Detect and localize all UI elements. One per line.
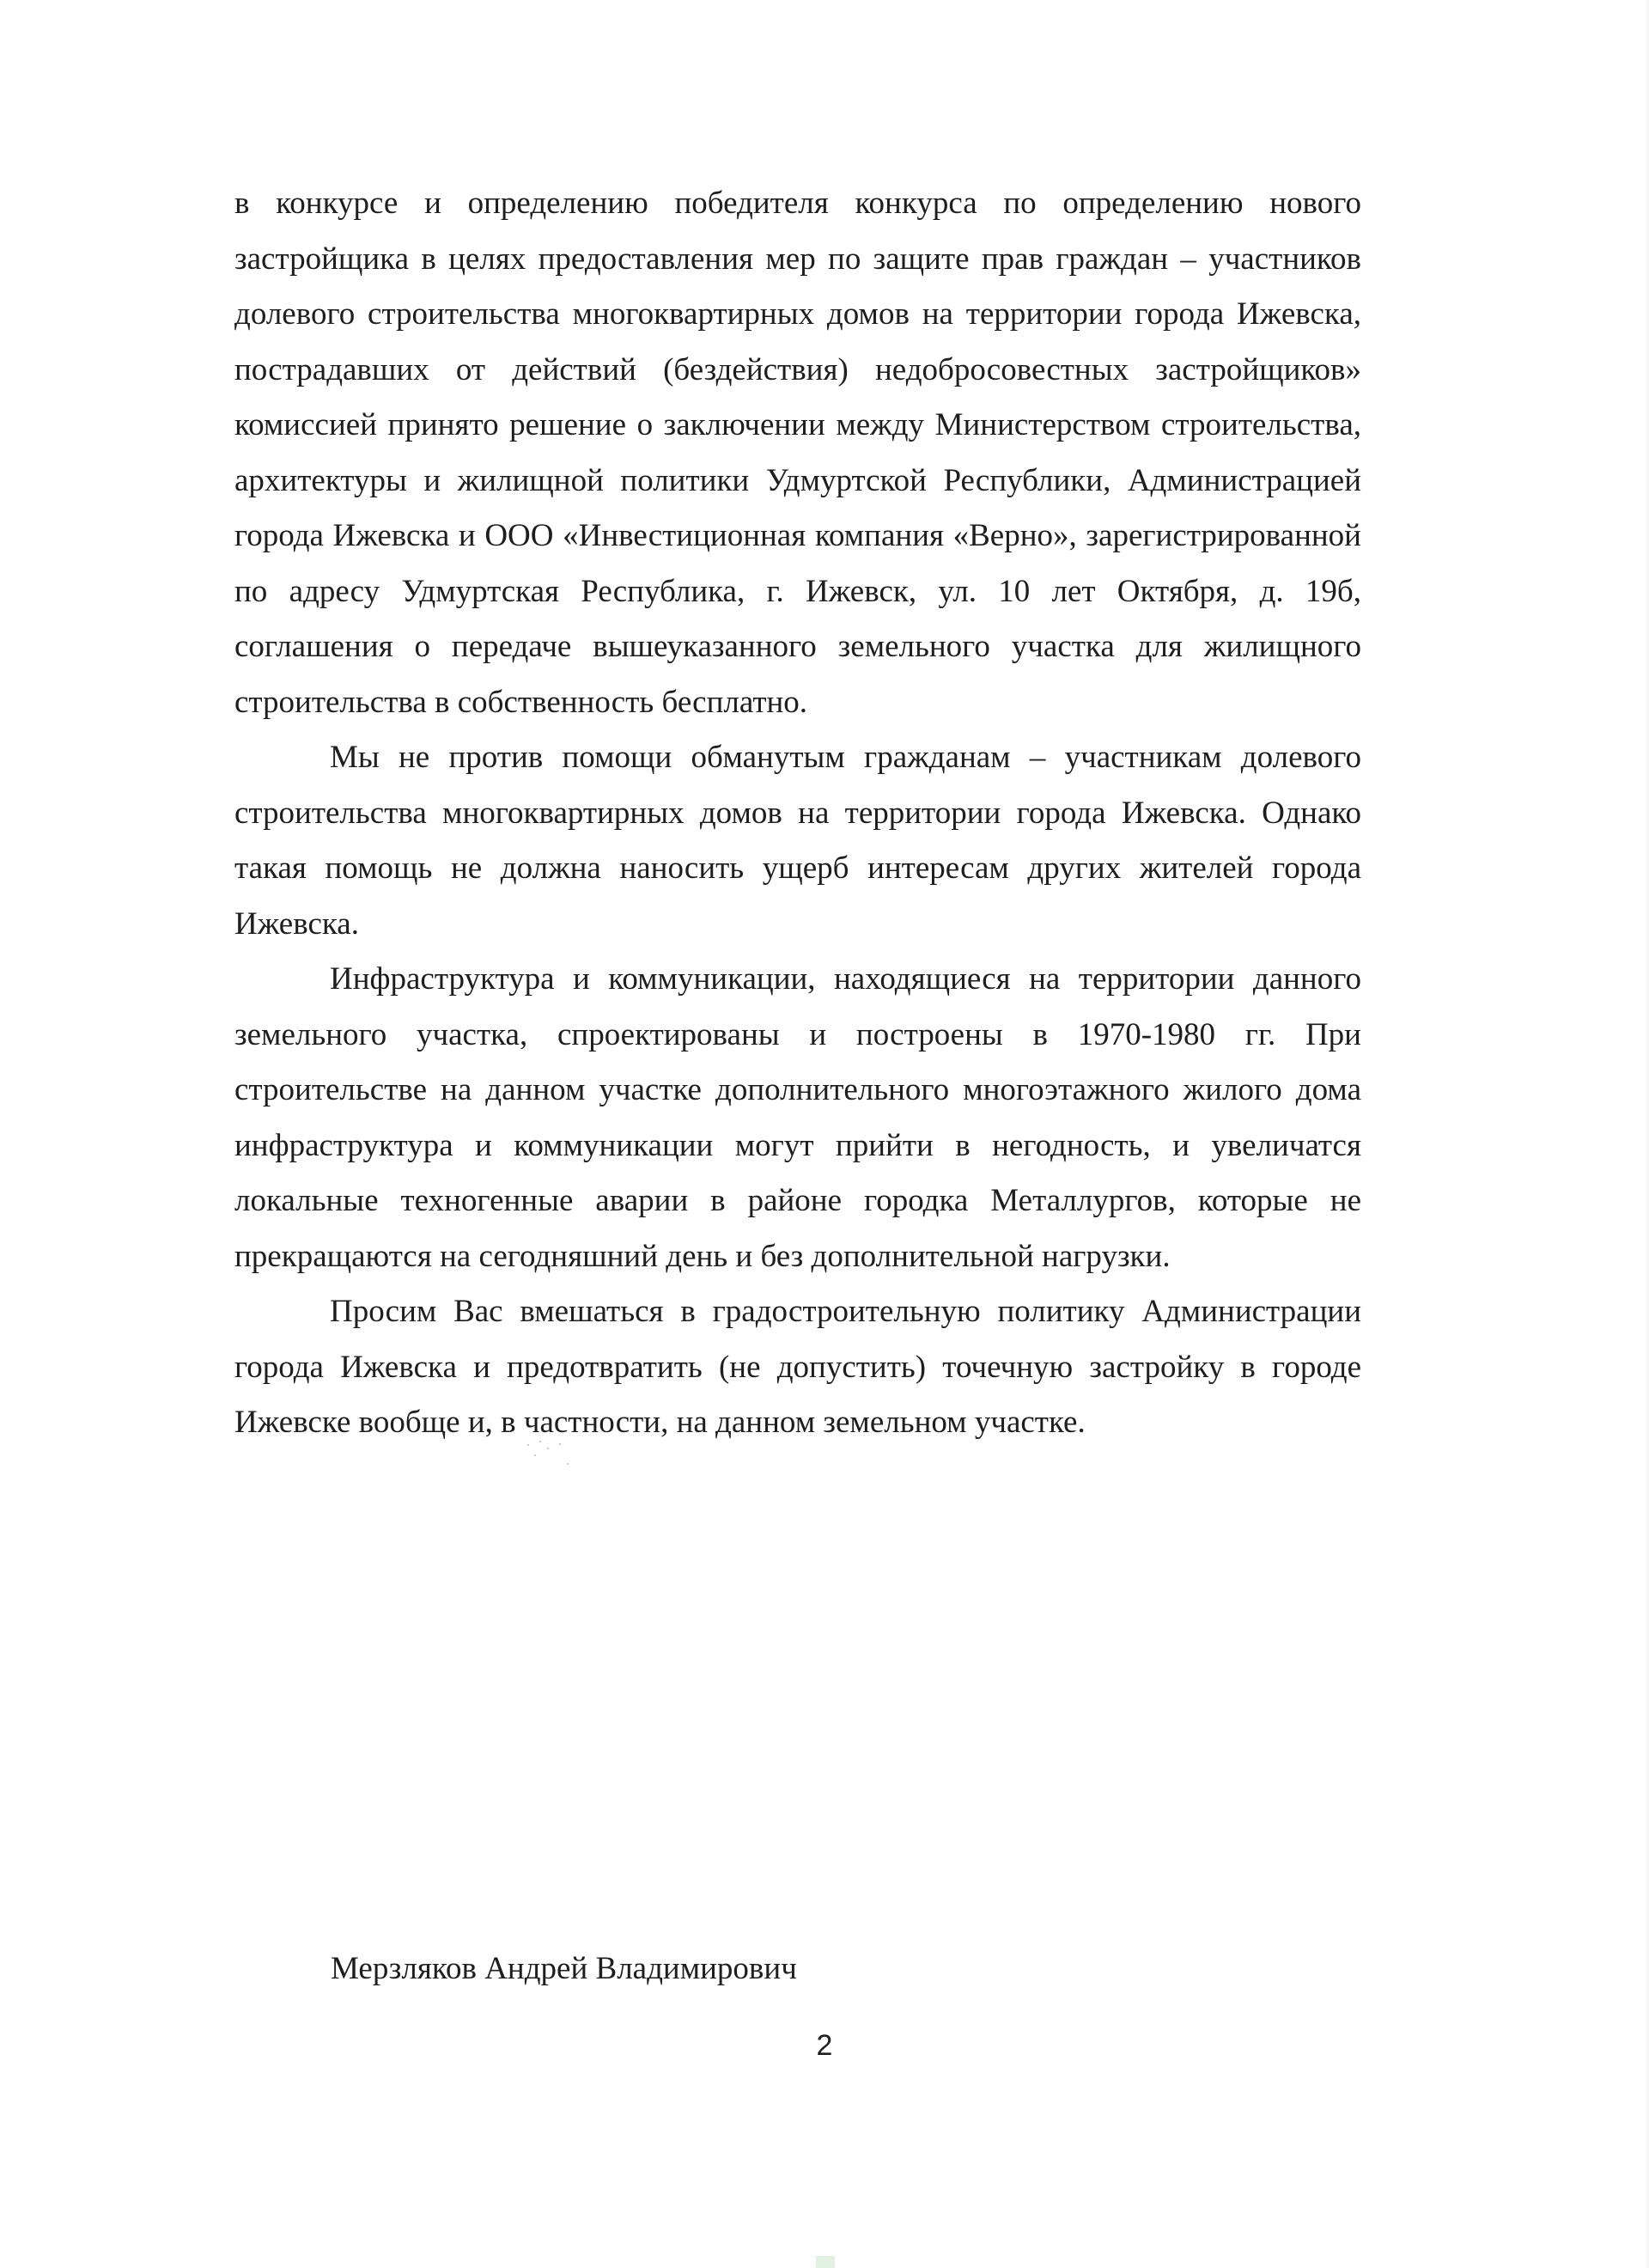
paragraph-support-statement: Мы не против помощи обманутым гражданам – участникам долевого строительства многоквартирных домов на территории города Ижевска. Однако такая помощь не должна наносить ущерб интересам других жителей города Ижевска. bbox=[234, 740, 1361, 942]
letter-body bbox=[234, 176, 1361, 1451]
paragraph-infrastructure: Инфраструктура и коммуникации, находящиеся на территории данного земельного участка, спроектированы и построены в 1970-1980 гг. При строительстве на данном участке дополнительного многоэтажного жилого дома инфраструктура и коммуникации могут прийти в негодность, и увеличатся локальные техногенные аварии в районе городка Металлургов, которые не прекращаются на сегодняшний день и без дополнительной нагрузки. bbox=[234, 961, 1361, 1274]
scan-mark bbox=[816, 2256, 835, 2268]
scan-specks bbox=[524, 1439, 575, 1473]
paragraph-continuation: в конкурсе и определению победителя конкурса по определению нового застройщика в целях предоставления мер по защите прав граждан – участников долевого строительства многоквартирных домов на территории города Ижевска, пострадавших от действий (бездействия) недобросовестных застройщиков» комиссией принято решение о заключении между Министерством строительства, архитектуры и жилищной политики Удмуртской Республики, Администрацией города Ижевска и ООО «Инвестиционная компания «Верно», зарегистрированной по адресу Удмуртская Республика, г. Ижевск, ул. 10 лет Октября, д. 19б, соглашения о передаче вышеуказанного земельного участка для жилищного строительства в собственность бесплатно. bbox=[234, 186, 1361, 720]
scan-edge bbox=[1645, 0, 1649, 2268]
page-number: 2 bbox=[816, 2029, 833, 2062]
paragraph-request: Просим Вас вмешаться в градостроительную политику Администрации города Ижевска и предотвратить (не допустить) точечную застройку в городе Ижевске вообще и, в частности, на данном земельном участке. bbox=[234, 1294, 1361, 1440]
signature-name: Мерзляков Андрей Владимирович bbox=[331, 1951, 797, 1986]
